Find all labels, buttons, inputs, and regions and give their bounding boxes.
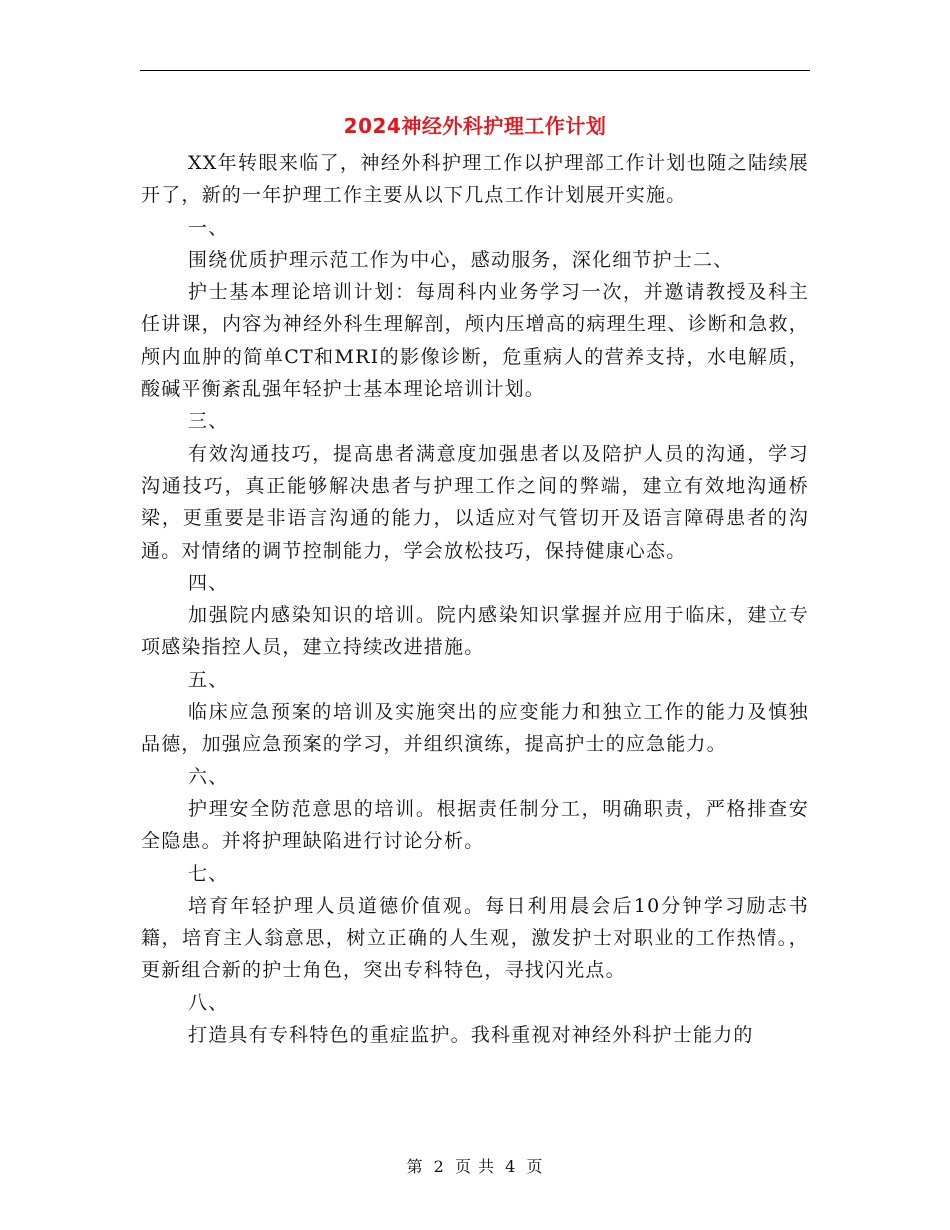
section-heading-1: 一、 (188, 216, 229, 239)
paragraph-section-2: 护士基本理论培训计划：每周科内业务学习一次，并邀请教授及科主任讲课，内容为神经外科生理解剖，颅内压增高的病理生理、诊断和急救，颅内血肿的简单CT和MRI的影像诊断，危重病人的营养支持，水电解质，酸碱平衡紊乱强年轻护士基本理论培训计划。 (141, 281, 809, 401)
section-heading-6: 六、 (188, 765, 229, 788)
footer-mid: 页 共 (454, 1157, 496, 1176)
paragraph-section-8: 打造具有专科特色的重症监护。我科重视对神经外科护士能力的 (188, 1024, 754, 1047)
footer-total-pages: 4 (505, 1157, 517, 1176)
paragraph-section-1: 围绕优质护理示范工作为中心，感动服务，深化细节护士二、 (188, 248, 734, 271)
paragraph-section-4: 加强院内感染知识的培训。院内感染知识掌握并应用于临床，建立专项感染指控人员，建立持续改进措施。 (141, 604, 809, 659)
footer-prefix: 第 (406, 1157, 424, 1176)
header-rule (140, 70, 810, 71)
footer-suffix: 页 (526, 1157, 544, 1176)
section-heading-5: 五、 (188, 668, 229, 691)
section-heading-8: 八、 (188, 991, 229, 1014)
section-heading-4: 四、 (188, 571, 229, 594)
footer-page-number: 2 (433, 1157, 445, 1176)
paragraph-section-5: 临床应急预案的培训及实施突出的应变能力和独立工作的能力及慎独品德，加强应急预案的学习，并组织演练，提高护士的应急能力。 (141, 701, 809, 756)
paragraph-section-3: 有效沟通技巧，提高患者满意度加强患者以及陪护人员的沟通，学习沟通技巧，真正能够解决患者与护理工作之间的弊端，建立有效地沟通桥梁，更重要是非语言沟通的能力，以适应对气管切开及语言障碍患者的沟通。对情绪的调节控制能力，学会放松技巧，保持健康心态。 (141, 442, 809, 562)
section-heading-3: 三、 (188, 410, 229, 433)
page-footer (0, 1154, 950, 1177)
paragraph-section-6: 护理安全防范意思的培训。根据责任制分工，明确职责，严格排查安全隐患。并将护理缺陷进行讨论分析。 (141, 797, 809, 853)
paragraph-intro: XX年转眼来临了，神经外科护理工作以护理部工作计划也随之陆续展开了，新的一年护理工作主要从以下几点工作计划展开实施。 (141, 152, 809, 207)
section-heading-7: 七、 (188, 862, 229, 885)
paragraph-section-7: 培育年轻护理人员道德价值观。每日利用晨会后10分钟学习励志书籍，培育主人翁意思，树立正确的人生观，激发护士对职业的工作热情。，更新组合新的护士角色，突出专科特色，寻找闪光点。 (141, 894, 809, 982)
document-body (141, 147, 809, 1051)
document-title: 2024神经外科护理工作计划 (343, 114, 607, 138)
